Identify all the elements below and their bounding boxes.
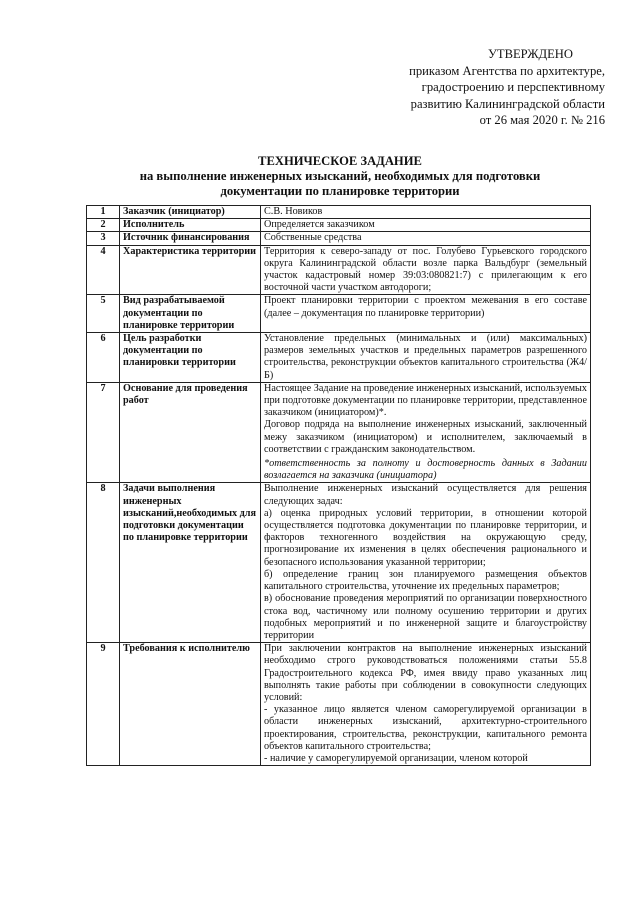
row-number: 9 [87, 643, 120, 766]
row-number: 2 [87, 219, 120, 232]
parameter-value [261, 295, 591, 333]
parameter-value [261, 643, 591, 766]
parameter-name: Характеристика территории [120, 245, 261, 295]
footnote-text: *ответственность за полноту и достоверность данных в Задании возлагается на заказчика (инициатора) [264, 458, 587, 482]
value-text: Выполнение инженерных изысканий осуществляется для решения следующих задач: [264, 483, 587, 507]
value-text: - указанное лицо является членом саморегулируемой организации в области инженерных изысканий, архитектурно-строительного проектирования, строительства, реконструкции, капитального ремонта объектов капитального строительства; [264, 704, 587, 752]
value-text: Территория к северо-западу от пос. Голубево Гурьевского городского округа Калининградской области возле парка Вальдбург (земельный участок кадастровый номер 39:03:080821:7) с прилегающим к его восточной части участком автодороги; [264, 245, 587, 294]
parameter-name: Цель разработки документации по планировки территории [120, 333, 261, 383]
table-row [87, 333, 591, 383]
row-number: 6 [87, 333, 120, 383]
parameter-name: Основание для проведения работ [120, 382, 261, 483]
table-row [87, 206, 591, 219]
value-text: Установление предельных (минимальных и (или) максимальных) размеров земельных участков и предельных параметров разрешенного строительства, реконструкции объектов капитального строительства (Ж4/Б) [264, 333, 587, 381]
value-text: Определяется заказчиком [264, 219, 375, 231]
table-row [87, 295, 591, 333]
table-row [87, 219, 591, 232]
value-text: Собственные средства [264, 232, 362, 244]
value-text: При заключении контрактов на выполнение инженерных изысканий необходимо строго руководствоваться положениями статьи 55.8 Градостроительного кодекса РФ, имея ввиду право указанных лиц выполнять такие работы при соблюдении в совокупности следующих условий: [264, 643, 587, 703]
row-number: 4 [87, 245, 120, 295]
row-number: 7 [87, 382, 120, 483]
value-text: Договор подряда на выполнение инженерных изысканий, заключенный межу заказчиком (инициатором) и исполнителем, заключаемый в соответствии с гражданским законодательством. [264, 419, 587, 455]
row-number: 3 [87, 232, 120, 245]
parameter-value [261, 232, 591, 245]
parameter-name: Задачи выполнения инженерных изысканий,необходимых для подготовки документации по планировке территории [120, 483, 261, 643]
value-text: а) оценка природных условий территории, в отношении которой осуществляется подготовка документации по планировке территории, и факторов техногенного воздействия на окружающую среду, прогнозирование их изменения в целях обеспечения рационального и безопасного использования указанной территории; [264, 507, 587, 568]
document-subtitle: документации по планировке территории [220, 184, 460, 198]
table-row [87, 643, 591, 766]
value-text: Проект планировки территории с проектом межевания в его составе (далее – документация по планировке территории) [264, 295, 587, 319]
parameter-value [261, 219, 591, 232]
parameter-name: Исполнитель [120, 219, 261, 232]
document-subtitle: на выполнение инженерных изысканий, необходимых для подготовки [139, 169, 541, 183]
table-row [87, 232, 591, 245]
approval-line: развитию Калининградской области [410, 96, 605, 111]
parameter-value [261, 245, 591, 295]
parameter-value [261, 382, 591, 483]
row-number: 5 [87, 295, 120, 333]
table-row [87, 382, 591, 483]
approval-line: градостроению и перспективному [421, 80, 605, 95]
parameter-name: Вид разрабатываемой документации по планировке территории [120, 295, 261, 333]
approval-line: от 26 мая 2020 г. № 216 [479, 113, 605, 128]
approval-line: приказом Агентства по архитектуре, [409, 63, 605, 78]
specification-table [86, 205, 591, 766]
parameter-name: Заказчик (инициатор) [120, 206, 261, 219]
parameter-name: Источник финансирования [120, 232, 261, 245]
parameter-value [261, 333, 591, 383]
table-row [87, 483, 591, 643]
value-text: в) обоснование проведения мероприятий по организации поверхностного стока вод, частичному или полному осушению территории и других подобных мероприятий и по инженерной защите и благоустройству территории [264, 593, 587, 641]
approval-stamp [350, 46, 605, 129]
parameter-value [261, 206, 591, 219]
parameter-name: Требования к исполнителю [120, 643, 261, 766]
value-text: - наличие у саморегулируемой организации, членом которой [264, 752, 528, 764]
value-text: Настоящее Задание на проведение инженерных изысканий, используемых при подготовке документации по планировке территории, представленное заказчиком (инициатором)*. [264, 382, 587, 419]
document-heading [90, 154, 590, 199]
table-row [87, 245, 591, 295]
document-title: ТЕХНИЧЕСКОЕ ЗАДАНИЕ [258, 154, 422, 168]
value-text: б) определение границ зон планируемого размещения объектов капитального строительства, уточнение их предельных параметров; [264, 568, 587, 593]
row-number: 8 [87, 483, 120, 643]
approval-title: УТВЕРЖДЕНО [487, 47, 573, 61]
parameter-value [261, 483, 591, 643]
row-number: 1 [87, 206, 120, 219]
value-text: С.В. Новиков [264, 206, 323, 217]
